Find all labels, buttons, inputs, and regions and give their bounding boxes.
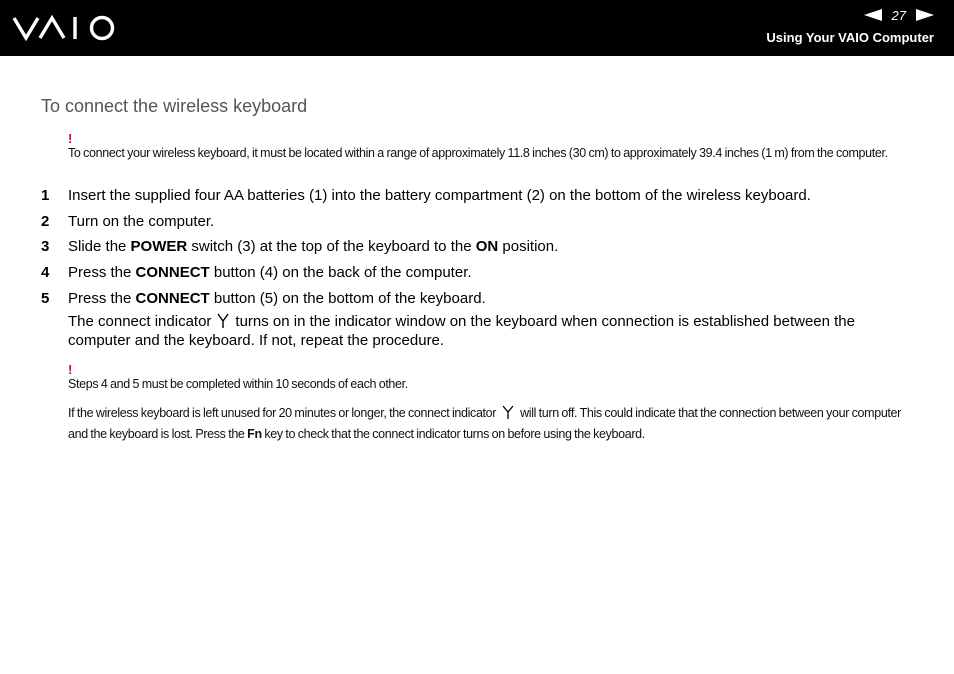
antenna-icon (217, 313, 229, 328)
idle-note: If the wireless keyboard is left unused for 20 minutes or longer, the connect indicator will turn off. This could indicate that the connection between your computer and the keyboard is lost. Press the Fn key to check that the connect indicator turns on before using the keyboard. (68, 406, 901, 441)
vaio-logo (12, 14, 120, 42)
page-heading: To connect the wireless keyboard (41, 96, 308, 116)
step-text: Insert the supplied four AA batteries (1) into the battery compartment (2) on the bottom of the wireless keyboard. (68, 187, 811, 204)
step-number: 4 (41, 264, 50, 281)
step-text: Slide the POWER switch (3) at the top of the keyboard to the ON position. (68, 238, 559, 255)
range-note: To connect your wireless keyboard, it must be located within a range of approximately 11.8 inches (30 cm) to approximately 39.4 inches (1 m) from the computer. (68, 146, 888, 160)
step-number: 2 (41, 213, 50, 230)
step-5-detail: The connect indicator turns on in the indicator window on the keyboard when connection is established between the computer and the keyboard. If not, repeat the procedure. (68, 313, 855, 349)
fn-key-label: Fn (247, 427, 262, 441)
warning-mark: ! (68, 362, 73, 377)
step-text: Turn on the computer. (68, 213, 215, 230)
page-header (0, 0, 954, 56)
section-title: Using Your VAIO Computer (766, 30, 934, 45)
timing-note: Steps 4 and 5 must be completed within 10 seconds of each other. (68, 377, 408, 391)
step-text: Press the CONNECT button (4) on the back of the computer. (68, 264, 472, 281)
warning-mark: ! (68, 131, 73, 146)
step-text: Press the CONNECT button (5) on the bottom of the keyboard. (68, 290, 486, 307)
page-navigation (864, 6, 934, 24)
step-number: 3 (41, 238, 50, 255)
page-number: 27 (891, 7, 906, 23)
right-arrow-icon[interactable] (916, 9, 934, 21)
step-number: 1 (41, 187, 50, 204)
antenna-icon (502, 405, 514, 419)
left-arrow-icon[interactable] (864, 9, 882, 21)
step-number: 5 (41, 290, 50, 307)
